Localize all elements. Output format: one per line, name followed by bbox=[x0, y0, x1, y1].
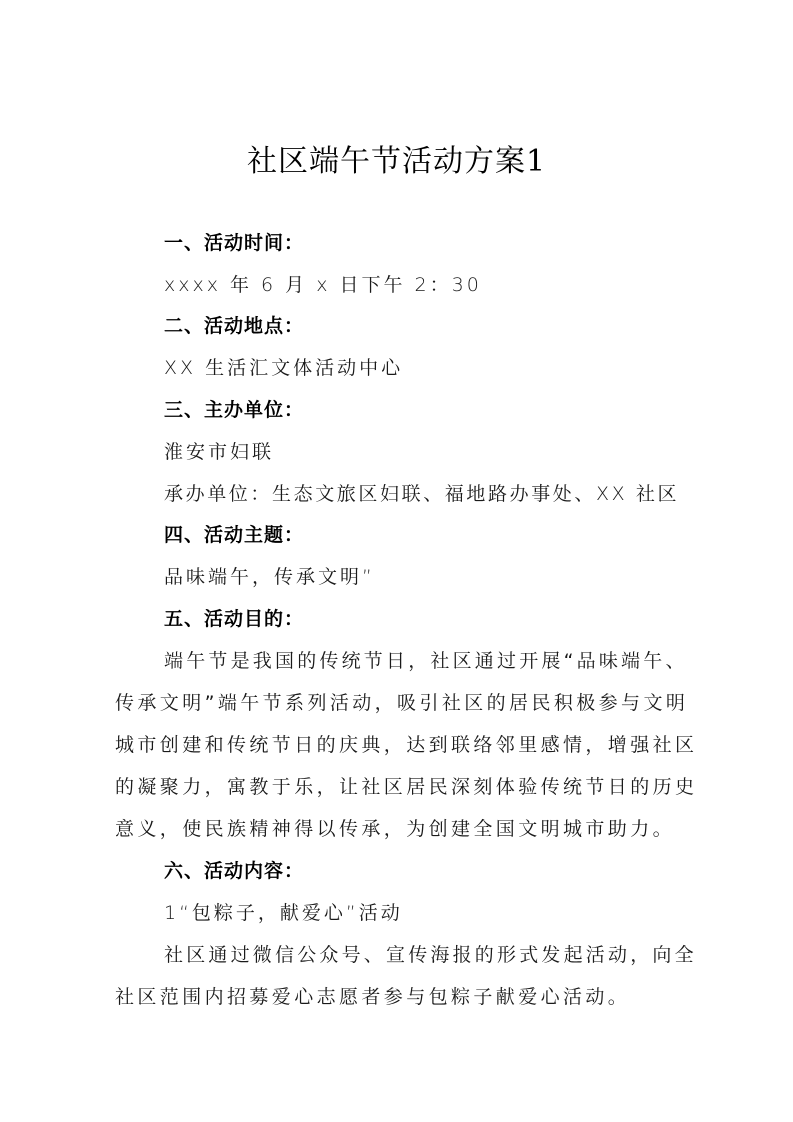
section-heading-content: 六、活动内容： bbox=[164, 860, 305, 882]
purpose-paragraph-line: 的凝聚力，寓教于乐，让社区居民深刻体验传统节日的历史 bbox=[115, 776, 698, 798]
document-title: 社区端午节活动方案1 bbox=[246, 144, 547, 179]
purpose-paragraph-line: 端午节是我国的传统节日，社区通过开展“品味端午、 bbox=[164, 650, 688, 672]
content-paragraph-line: 社区通过微信公众号、宣传海报的形式发起活动，向全 bbox=[164, 944, 697, 966]
section-heading-location: 二、活动地点： bbox=[164, 315, 305, 337]
section-heading-purpose: 五、活动目的： bbox=[164, 608, 305, 630]
section-heading-time: 一、活动时间： bbox=[164, 232, 305, 254]
co-organizer-value: 承办单位：生态文旅区妇联、福地路办事处、XX 社区 bbox=[164, 483, 680, 505]
theme-value: 品味端午，传承文明” bbox=[164, 566, 375, 588]
purpose-paragraph-line: 城市创建和传统节日的庆典，达到联络邻里感情，增强社区 bbox=[115, 734, 698, 756]
activity-time-value: xxxx 年 6 月 x 日下午 2：30 bbox=[164, 274, 482, 296]
purpose-paragraph-line: 传承文明”端午节系列活动，吸引社区的居民积极参与文明 bbox=[115, 692, 689, 714]
purpose-paragraph-line: 意义，使民族精神得以传承，为创建全国文明城市助力。 bbox=[115, 818, 676, 840]
content-paragraph-line: 社区范围内招募爱心志愿者参与包粽子献爱心活动。 bbox=[115, 986, 631, 1008]
organizer-value: 淮安市妇联 bbox=[164, 441, 275, 463]
content-subheading: 1“包粽子，献爱心”活动 bbox=[164, 902, 403, 924]
section-heading-organizer: 三、主办单位： bbox=[164, 399, 305, 421]
activity-location-value: XX 生活汇文体活动中心 bbox=[164, 357, 404, 379]
section-heading-theme: 四、活动主题： bbox=[164, 524, 305, 546]
